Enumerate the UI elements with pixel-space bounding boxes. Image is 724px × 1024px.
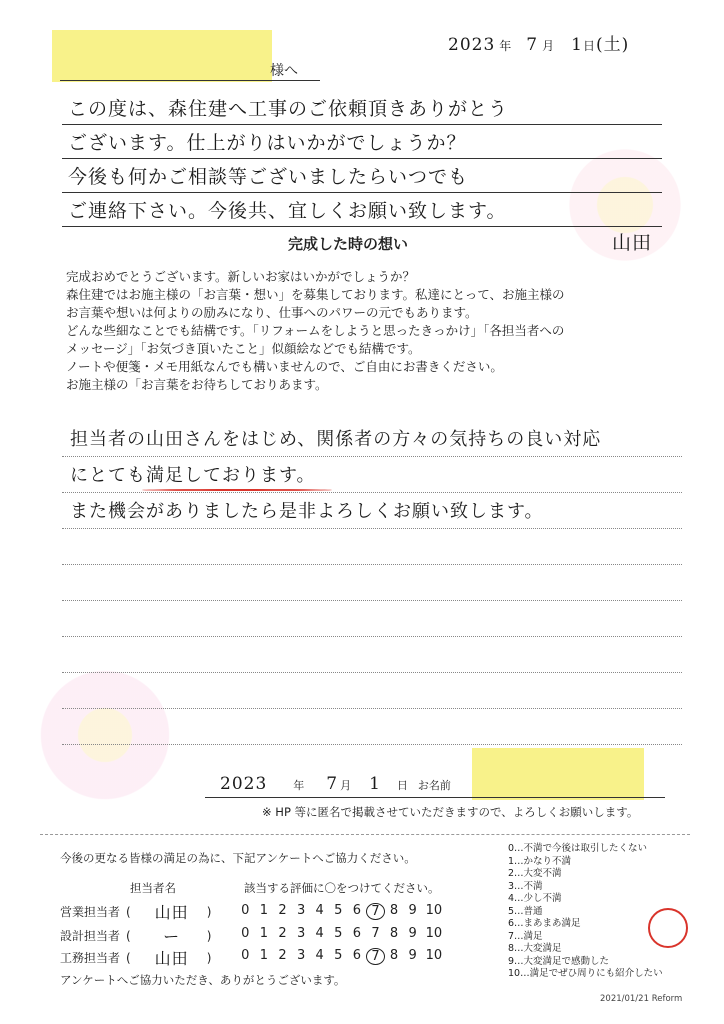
legend-item: 2…大変不満	[508, 868, 562, 879]
addressee-underline	[60, 80, 320, 81]
writing-line	[62, 636, 682, 637]
staff-message-line: ご連絡下さい。今後共、宜しくお願い致します。	[68, 200, 507, 222]
form-code: 2021/01/21 Reform	[600, 994, 683, 1004]
score-option[interactable]: 6	[352, 948, 361, 963]
staff-message	[68, 92, 508, 228]
ruled-line	[62, 192, 662, 193]
top-date	[448, 30, 629, 55]
intro-line: ノートや便箋・メモ用紙なんでも構いませんので、ご自由にお書きください。	[66, 359, 503, 374]
writing-line	[62, 456, 682, 457]
score-option[interactable]: 7	[371, 926, 380, 941]
score-option[interactable]: 5	[334, 926, 343, 941]
writing-line	[62, 672, 682, 673]
score-option[interactable]: 0	[241, 926, 250, 941]
score-option[interactable]: 8	[389, 948, 399, 963]
ruled-line	[62, 158, 662, 159]
survey-staff-name: ー	[163, 927, 181, 946]
survey-col-staff: 担当者名	[130, 881, 176, 895]
signature-day: 1	[369, 774, 381, 794]
ruled-line	[62, 124, 662, 125]
writing-line	[62, 600, 682, 601]
intro-line: 完成おめでとうございます。新しいお家はいかがでしょうか？	[66, 269, 416, 284]
survey-scores-design	[236, 926, 446, 941]
top-date-year-unit: 年	[499, 39, 513, 53]
writing-line	[62, 564, 682, 565]
score-option[interactable]: 2	[278, 948, 287, 963]
approval-stamp-icon	[648, 908, 688, 948]
score-option[interactable]: 6	[352, 926, 361, 941]
signature-year: 2023	[220, 774, 268, 794]
paren-close: )	[206, 928, 212, 943]
legend-item: 5…普通	[508, 905, 543, 917]
writing-line	[62, 744, 682, 745]
survey-role: 営業担当者	[60, 905, 121, 919]
rating-legend	[508, 843, 663, 981]
intro-line: メッセージ」「お気づき頂いたこと」似顔絵などでも結構です。	[66, 341, 421, 356]
survey-scores-sales	[236, 903, 446, 920]
decorative-flower	[30, 660, 180, 810]
score-option-selected[interactable]: 7	[366, 903, 385, 920]
score-option[interactable]: 8	[389, 903, 399, 918]
score-option[interactable]: 2	[278, 903, 287, 918]
score-option[interactable]: 5	[334, 948, 343, 963]
score-option[interactable]: 10	[425, 948, 443, 963]
score-option[interactable]: 4	[315, 948, 324, 963]
score-option[interactable]: 10	[425, 903, 443, 918]
score-option[interactable]: 4	[315, 926, 324, 941]
survey-scores-construction	[236, 948, 446, 965]
addressee-suffix: 様へ	[270, 63, 298, 79]
writing-line	[62, 492, 682, 493]
survey-role: 設計担当者	[60, 929, 121, 943]
survey-staff-name: 山田	[154, 949, 189, 968]
customer-message	[70, 422, 601, 530]
customer-message-line: また機会がありましたら是非よろしくお願い致します。	[70, 501, 544, 522]
writing-line	[62, 708, 682, 709]
signature-underline	[205, 797, 665, 798]
legend-item: 8…大変満足	[508, 943, 562, 954]
score-option[interactable]: 3	[296, 948, 306, 963]
anonymous-notice: ※ HP 等に匿名で掲載させていただきますので、よろしくお願いします。	[262, 805, 639, 819]
survey-separator	[40, 834, 690, 835]
survey-role: 工務担当者	[60, 951, 121, 965]
score-option[interactable]: 10	[425, 926, 443, 941]
paren-open: (	[126, 928, 131, 943]
top-date-year: 2023	[448, 35, 496, 55]
intro-line: お施主様の「お言葉をお待ちしておりあます。	[66, 377, 328, 392]
staff-message-line: この度は、森住建へ工事のご依頼頂きありがとう	[68, 98, 509, 120]
customer-message-line: 担当者の山田さんをはじめ、関係者の方々の気持ちの良い対応	[70, 429, 602, 450]
top-date-month: 7	[526, 35, 539, 55]
score-option[interactable]: 3	[296, 926, 306, 941]
paren-close: )	[206, 904, 212, 919]
signature-month: 7	[326, 774, 339, 794]
staff-message-line: ございます。仕上がりはいかがでしょうか？	[68, 132, 467, 154]
intro-line: 森住建ではお施主様の「お言葉・想い」を募集しております。私達にとって、お施主様の	[66, 287, 565, 302]
score-option[interactable]: 2	[278, 926, 287, 941]
legend-item: 10…満足でぜひ周りにも紹介したい	[508, 968, 663, 979]
customer-message-line: にとても満足しております。	[70, 465, 316, 486]
staff-signature: 山田	[612, 232, 653, 254]
legend-item: 6…まあまあ満足	[508, 918, 581, 929]
paren-open: (	[126, 904, 131, 919]
legend-item: 9…大変満足で感動した	[508, 955, 610, 967]
legend-item: 0…不満で今後は取引したくない	[508, 843, 648, 854]
intro-line: お言葉や想いは何よりの励みになり、仕事へのパワーの元でもあります。	[66, 305, 478, 320]
paren-close: )	[206, 950, 212, 965]
score-option[interactable]: 5	[334, 903, 343, 918]
signature-date	[220, 774, 451, 794]
signature-month-unit: 月	[340, 779, 352, 792]
survey-row-design	[60, 924, 211, 947]
score-option[interactable]: 8	[389, 926, 399, 941]
paren-open: (	[126, 950, 131, 965]
score-option[interactable]: 1	[259, 926, 269, 941]
survey-col-rating: 該当する評価に〇をつけてください。	[244, 881, 440, 895]
score-option[interactable]: 1	[259, 903, 269, 918]
legend-item: 4…少し不満	[508, 893, 562, 904]
score-option[interactable]: 9	[408, 948, 417, 963]
intro-line: どんな些細なことでも結構です。「リフォームをしようと思ったきっかけ」「各担当者への	[66, 323, 565, 338]
survey-thanks: アンケートへご協力いただき、ありがとうございます。	[60, 973, 346, 987]
score-option[interactable]: 3	[296, 903, 306, 918]
score-option[interactable]: 9	[408, 926, 417, 941]
score-option[interactable]: 0	[241, 903, 250, 918]
top-date-day: 1	[571, 35, 583, 55]
section-title: 完成した時の想い	[288, 235, 409, 253]
top-date-month-unit: 月	[542, 39, 556, 53]
intro-text	[66, 268, 565, 394]
survey-staff-name: 山田	[154, 903, 189, 922]
legend-item: 3…不満	[508, 880, 543, 892]
redacted-customer-name-highlight	[472, 748, 644, 800]
name-label: お名前	[417, 779, 451, 792]
redacted-name-highlight	[52, 30, 272, 82]
score-option[interactable]: 4	[315, 903, 324, 918]
score-option[interactable]: 1	[259, 948, 269, 963]
signature-day-unit: 日	[396, 779, 408, 792]
survey-row-sales	[60, 900, 211, 923]
score-option-selected[interactable]: 7	[366, 948, 385, 965]
score-option[interactable]: 9	[408, 903, 417, 918]
top-date-day-unit: 日	[582, 39, 596, 53]
writing-line	[62, 528, 682, 529]
red-underline	[142, 489, 332, 491]
signature-year-unit: 年	[293, 779, 305, 792]
score-option[interactable]: 6	[352, 903, 361, 918]
top-date-weekday: (土)	[595, 35, 630, 55]
staff-message-line: 今後も何かご相談等ございましたらいつでも	[68, 166, 469, 188]
ruled-line	[62, 226, 662, 227]
legend-item: 1…かなり不満	[508, 855, 572, 867]
survey-row-construction	[60, 946, 211, 969]
score-option[interactable]: 0	[241, 948, 250, 963]
survey-intro: 今後の更なる皆様の満足の為に、下記アンケートへご協力ください。	[60, 851, 416, 865]
legend-item: 7…満足	[508, 930, 543, 942]
